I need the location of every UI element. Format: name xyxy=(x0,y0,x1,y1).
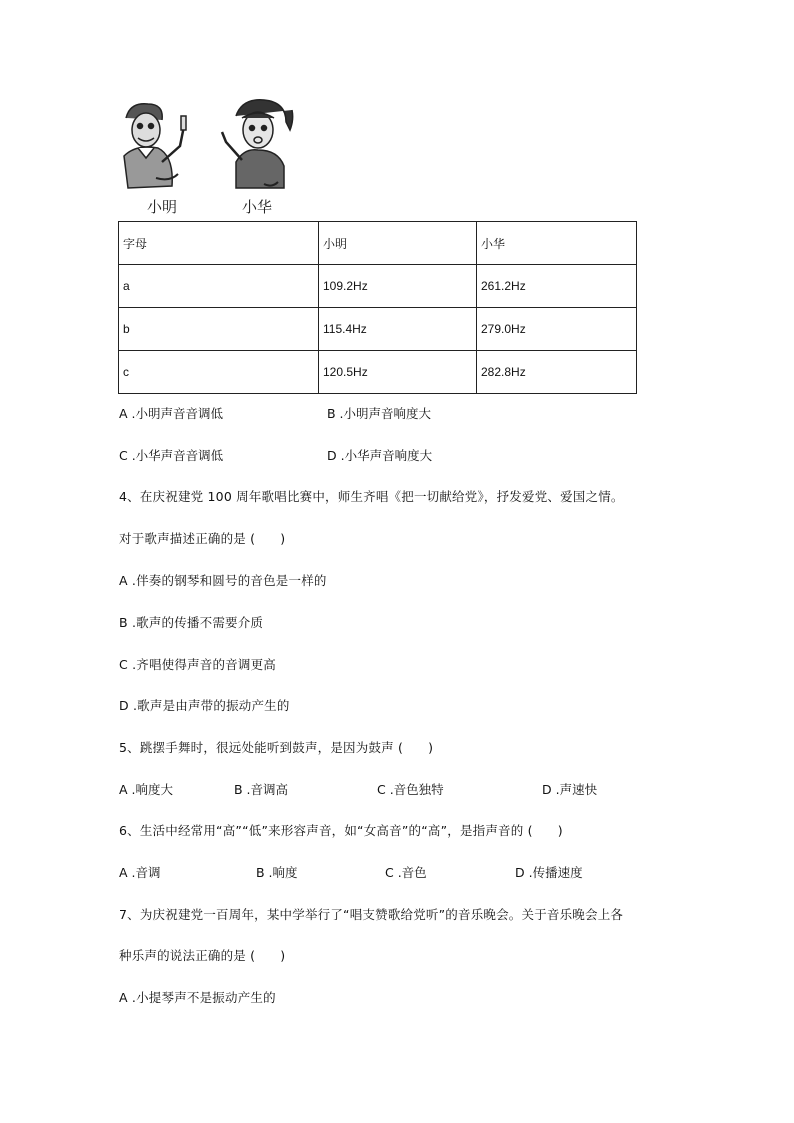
q4-option-d: D .歌声是由声带的振动产生的 xyxy=(119,698,290,713)
header-xiaohua: 小华 xyxy=(477,222,637,265)
table-cell: 120.5Hz xyxy=(319,351,477,394)
table-row xyxy=(119,308,637,351)
q6-stem: 6、生活中经常用“高”“低”来形容声音，如“女高音”的“高”，是指声音的 ( ) xyxy=(119,823,563,838)
header-letter: 字母 xyxy=(119,222,319,265)
q4-stem-line2: 对于歌声描述正确的是 ( ) xyxy=(119,531,286,546)
q7-stem-line1: 7、为庆祝建党一百周年，某中学举行了“唱支赞歌给党听”的音乐晚会。关于音乐晚会上各 xyxy=(119,907,624,922)
q6-option-b: B .响度 xyxy=(256,865,298,880)
table-cell: a xyxy=(119,265,319,308)
q5-stem: 5、跳摆手舞时，很远处能听到鼓声，是因为鼓声 ( ) xyxy=(119,740,434,755)
q6-option-a: A .音调 xyxy=(119,865,161,880)
q3-option-b: B .小明声音响度大 xyxy=(327,406,432,421)
table-cell: b xyxy=(119,308,319,351)
q5-option-d: D .声速快 xyxy=(542,782,598,797)
frequency-table xyxy=(118,221,637,394)
table-cell: 279.0Hz xyxy=(477,308,637,351)
characters-drawing xyxy=(118,96,298,196)
table-cell: c xyxy=(119,351,319,394)
caption-xiaohua: 小华 xyxy=(242,198,273,216)
q5-option-a: A .响度大 xyxy=(119,782,173,797)
q7-stem-line2: 种乐声的说法正确的是 ( ) xyxy=(119,948,286,963)
table-row xyxy=(119,265,637,308)
table-cell: 109.2Hz xyxy=(319,265,477,308)
q5-option-b: B .音调高 xyxy=(234,782,289,797)
caption-xiaoming: 小明 xyxy=(147,198,178,216)
q7-option-a: A .小提琴声不是振动产生的 xyxy=(119,990,276,1005)
q5-option-c: C .音色独特 xyxy=(377,782,444,797)
q6-option-d: D .传播速度 xyxy=(515,865,583,880)
table-cell: 261.2Hz xyxy=(477,265,637,308)
table-cell: 115.4Hz xyxy=(319,308,477,351)
xiaohua-figure xyxy=(222,100,293,188)
q4-option-c: C .齐唱使得声音的音调更高 xyxy=(119,657,276,672)
header-xiaoming: 小明 xyxy=(319,222,477,265)
q4-stem-line1: 4、在庆祝建党 100 周年歌唱比赛中，师生齐唱《把一切献给党》，抒发爱党、爱国之情。 xyxy=(119,489,624,504)
q3-option-a: A .小明声音音调低 xyxy=(119,406,223,421)
table-cell: 282.8Hz xyxy=(477,351,637,394)
q4-option-b: B .歌声的传播不需要介质 xyxy=(119,615,264,630)
q4-option-a: A .伴奏的钢琴和圆号的音色是一样的 xyxy=(119,573,327,588)
table-header-row xyxy=(119,222,637,265)
table-row xyxy=(119,351,637,394)
xiaoming-figure xyxy=(124,104,186,188)
q3-option-d: D .小华声音响度大 xyxy=(327,448,433,463)
q6-option-c: C .音色 xyxy=(385,865,427,880)
q3-option-c: C .小华声音音调低 xyxy=(119,448,224,463)
